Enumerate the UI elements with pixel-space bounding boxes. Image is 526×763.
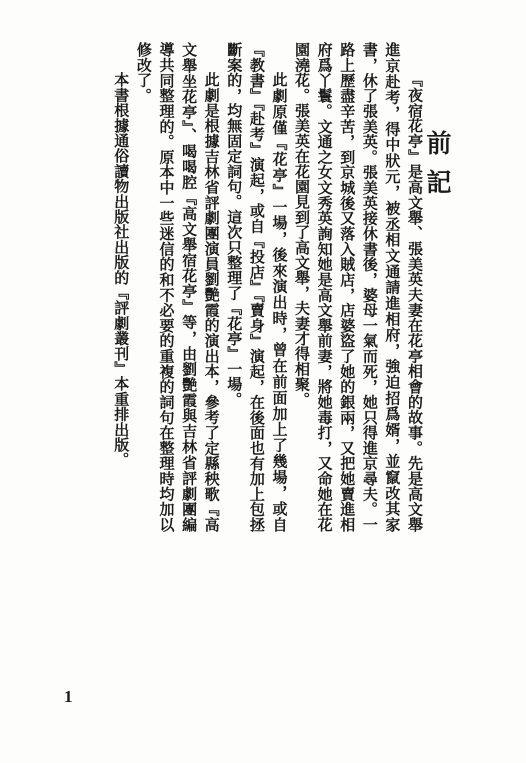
- paragraph-publication-note: 本書根據通俗讀物出版社出版的『評劇叢刊』本重排出版。: [112, 72, 131, 468]
- page-number: 1: [64, 687, 73, 706]
- paragraph-synopsis: 『夜宿花亭』是高文舉、張美英夫妻在花亭相會的故事。先是高文舉進京赴考，得中狀元，被丞相文通請進相府，強迫招爲婿，並竄改其家書，休了張美英。張美英接休書後，婆母一氣而死，她只得進京尋夫。一路上歷盡辛苦，到京城後又落入賊店，店婆盜了她的銀兩，又把她賣進相府爲丫鬟。文通之女文秀英詢知她是高文舉前妻，將她毒打，又命她在花園澆花。張美英在花園見到了高文舉，夫妻才得相聚。: [293, 42, 424, 532]
- paragraph-source-revision: 此劇是根據吉林省評劇團演員劉艷霞的演出本，參考了定縣秧歌『高文舉坐花亭』、喝喝腔『高文舉宿花亭』等，由劉艷霞與吉林省評劇團編導共同整理的。原本中一些迷信的和不必要的重複的詞句在整理時均加以修改了。: [134, 42, 221, 532]
- page-title: 前記: [423, 130, 452, 208]
- preface-body: [110, 42, 426, 532]
- paragraph-staging-history: 此劇原僅『花亭』一場，後來演出時，曾在前面加上了幾場，或自『教書』『赴考』演起，或自『投店』『賣身』演起，在後面也有加上包拯斷案的，均無固定詞句。這次只整理了『花亭』一場。: [225, 42, 289, 532]
